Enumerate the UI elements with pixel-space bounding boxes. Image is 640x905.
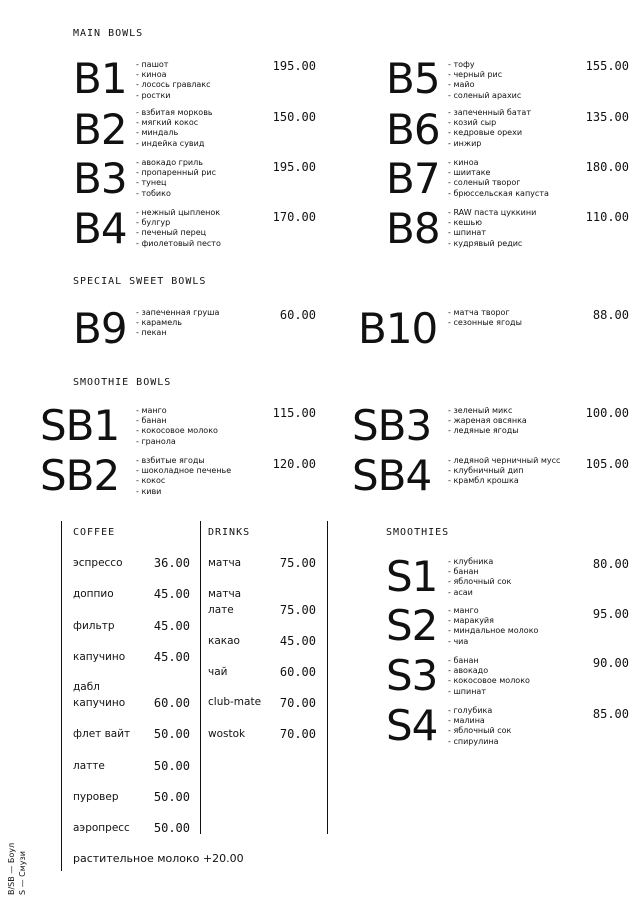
ingredient-list [448,557,511,598]
item-code: B4 [73,204,127,253]
item-price: 60.00 [279,308,316,322]
item-code: S2 [386,601,438,650]
ingredient-list [136,406,218,447]
ingredient: - тунец [136,178,216,188]
ingredient: - киноа [448,158,549,168]
drink-name: чай [208,666,228,678]
ingredient: - фиолетовый песто [136,239,221,249]
ingredient: - манго [136,406,218,416]
ingredient: - пропаренный рис [136,168,216,178]
ingredient: - пекан [136,328,219,338]
ingredient: - индейка сувид [136,139,213,149]
ingredient-list [136,60,211,101]
coffee-name: пуровер [73,791,119,803]
ingredient: - авокадо [448,666,530,676]
item-price: 150.00 [272,110,316,124]
coffee-price: 45.00 [153,587,190,601]
special-sweet-bowls-title: SPECIAL SWEET BOWLS [73,276,207,287]
ingredient-list [136,456,231,497]
ingredient: - киноа [136,70,211,80]
ingredient-list [448,108,531,149]
ingredient: - крамбл крошка [448,476,560,486]
item-code: B1 [73,54,127,103]
divider-line [61,521,62,871]
ingredient: - банан [136,416,218,426]
ingredient: - соленый творог [448,178,549,188]
ingredient: - карамель [136,318,219,328]
ingredient: - мягкий кокос [136,118,213,128]
item-price: 170.00 [272,210,316,224]
coffee-name: фильтр [73,620,115,632]
item-price: 110.00 [585,210,629,224]
ingredient: - шпинат [448,228,536,238]
ingredient: - голубика [448,706,511,716]
ingredient-list [448,456,560,487]
drinks-title: DRINKS [208,527,251,538]
ingredient: - запеченная груша [136,308,219,318]
drink-name: какао [208,635,240,647]
ingredient: - булгур [136,218,221,228]
drink-name: club-mate [208,696,262,708]
item-price: 100.00 [585,406,629,420]
ingredient: - банан [448,656,530,666]
drink-price: 75.00 [279,603,316,617]
main-bowls-title: MAIN BOWLS [73,28,144,39]
coffee-name: латте [73,760,105,772]
smoothie-bowls-title: SMOOTHIE BOWLS [73,377,172,388]
item-price: 195.00 [272,160,316,174]
coffee-name: капучино [73,651,126,663]
ingredient: - инжир [448,139,531,149]
item-code: SB1 [40,401,120,450]
ingredient: - гранола [136,437,218,447]
ingredient: - тобико [136,189,216,199]
drink-price: 45.00 [279,634,316,648]
ingredient: - кокосовое молоко [448,676,530,686]
item-price: 88.00 [592,308,629,322]
ingredient-list [136,308,219,339]
coffee-name: дабл [73,681,100,693]
legend [6,805,28,895]
drink-name: лате [208,604,234,616]
ingredient: - шпинат [448,687,530,697]
ingredient: - клубничный дип [448,466,560,476]
item-price: 85.00 [592,707,629,721]
ingredient: - киви [136,487,231,497]
ingredient: - майо [448,80,521,90]
item-price: 115.00 [272,406,316,420]
drink-price: 60.00 [279,665,316,679]
ingredient: - взбитые ягоды [136,456,231,466]
ingredient: - жареная овсянка [448,416,527,426]
ingredient: - яблочный сок [448,726,511,736]
ingredient: - ростки [136,91,211,101]
ingredient: - спирулина [448,737,511,747]
drink-price: 70.00 [279,727,316,741]
item-code: B2 [73,105,127,154]
ingredient: - маракуйя [448,616,538,626]
ingredient-list [448,656,530,697]
coffee-price: 50.00 [153,759,190,773]
item-price: 135.00 [585,110,629,124]
ingredient: - запеченный батат [448,108,531,118]
plant-milk-note: растительное молоко +20.00 [73,852,244,865]
ingredient-list [136,208,221,249]
ingredient: - нежный цыпленок [136,208,221,218]
coffee-name: флет вайт [73,728,131,740]
coffee-price: 50.00 [153,790,190,804]
ingredient-list [136,158,216,199]
ingredient: - кешью [448,218,536,228]
ingredient-list [448,158,549,199]
ingredient: - тофу [448,60,521,70]
legend-bowl: B/SB — Боул [7,842,16,895]
drink-name: wostok [208,728,246,740]
ingredient: - авокадо гриль [136,158,216,168]
item-price: 120.00 [272,457,316,471]
ingredient-list [448,606,538,647]
ingredient: - клубника [448,557,511,567]
ingredient: - взбитая морковь [136,108,213,118]
coffee-name: аэропресс [73,822,130,834]
ingredient: - зеленый микс [448,406,527,416]
ingredient: - яблочный сок [448,577,511,587]
ingredient: - RAW паста цуккини [448,208,536,218]
ingredient: - шоколадное печенье [136,466,231,476]
ingredient: - манго [448,606,538,616]
ingredient: - матча творог [448,308,522,318]
item-code: B6 [386,105,440,154]
ingredient: - лосось гравлакс [136,80,211,90]
ingredient: - кокосовое молоко [136,426,218,436]
coffee-name: доппио [73,588,114,600]
ingredient: - банан [448,567,511,577]
item-code: B7 [386,154,440,203]
item-code: S4 [386,701,438,750]
coffee-price: 36.00 [153,556,190,570]
smoothies-title: SMOOTHIES [386,527,450,538]
item-price: 155.00 [585,59,629,73]
coffee-name: эспрессо [73,557,123,569]
drink-name: матча [208,557,242,569]
item-code: B5 [386,54,440,103]
ingredient: - печеный перец [136,228,221,238]
ingredient: - ледяные ягоды [448,426,527,436]
coffee-name: капучино [73,697,126,709]
item-price: 195.00 [272,59,316,73]
coffee-price: 45.00 [153,619,190,633]
ingredient-list [448,706,511,747]
item-code: S3 [386,651,438,700]
ingredient-list [448,208,536,249]
item-code: SB3 [352,401,432,450]
ingredient: - соленый арахис [448,91,521,101]
ingredient: - кедровые орехи [448,128,531,138]
ingredient-list [448,308,522,328]
ingredient: - шиитаке [448,168,549,178]
ingredient-list [448,406,527,437]
coffee-price: 45.00 [153,650,190,664]
item-code: B8 [386,204,440,253]
ingredient: - ледяной черничный мусс [448,456,560,466]
ingredient: - миндальное молоко [448,626,538,636]
item-code: SB4 [352,451,432,500]
ingredient: - кокос [136,476,231,486]
item-price: 95.00 [592,607,629,621]
drink-price: 70.00 [279,696,316,710]
coffee-title: COFFEE [73,527,116,538]
item-code: B3 [73,154,127,203]
ingredient-list [136,108,213,149]
item-code: B9 [73,304,127,353]
ingredient: - малина [448,716,511,726]
item-code: B10 [358,304,438,353]
ingredient: - брюссельская капуста [448,189,549,199]
ingredient: - козий сыр [448,118,531,128]
divider-line [327,521,328,834]
item-code: SB2 [40,451,120,500]
ingredient: - кудрявый редис [448,239,536,249]
drink-price: 75.00 [279,556,316,570]
ingredient: - пашот [136,60,211,70]
ingredient: - асаи [448,588,511,598]
divider-line [200,521,201,834]
item-price: 90.00 [592,656,629,670]
item-price: 105.00 [585,457,629,471]
drink-name: матча [208,588,242,600]
ingredient-list [448,60,521,101]
coffee-price: 60.00 [153,696,190,710]
ingredient: - миндаль [136,128,213,138]
ingredient: - сезонные ягоды [448,318,522,328]
coffee-price: 50.00 [153,727,190,741]
ingredient: - чиа [448,637,538,647]
legend-smoothie: S — Смузи [18,851,27,895]
item-code: S1 [386,552,438,601]
item-price: 80.00 [592,557,629,571]
ingredient: - черный рис [448,70,521,80]
coffee-price: 50.00 [153,821,190,835]
item-price: 180.00 [585,160,629,174]
